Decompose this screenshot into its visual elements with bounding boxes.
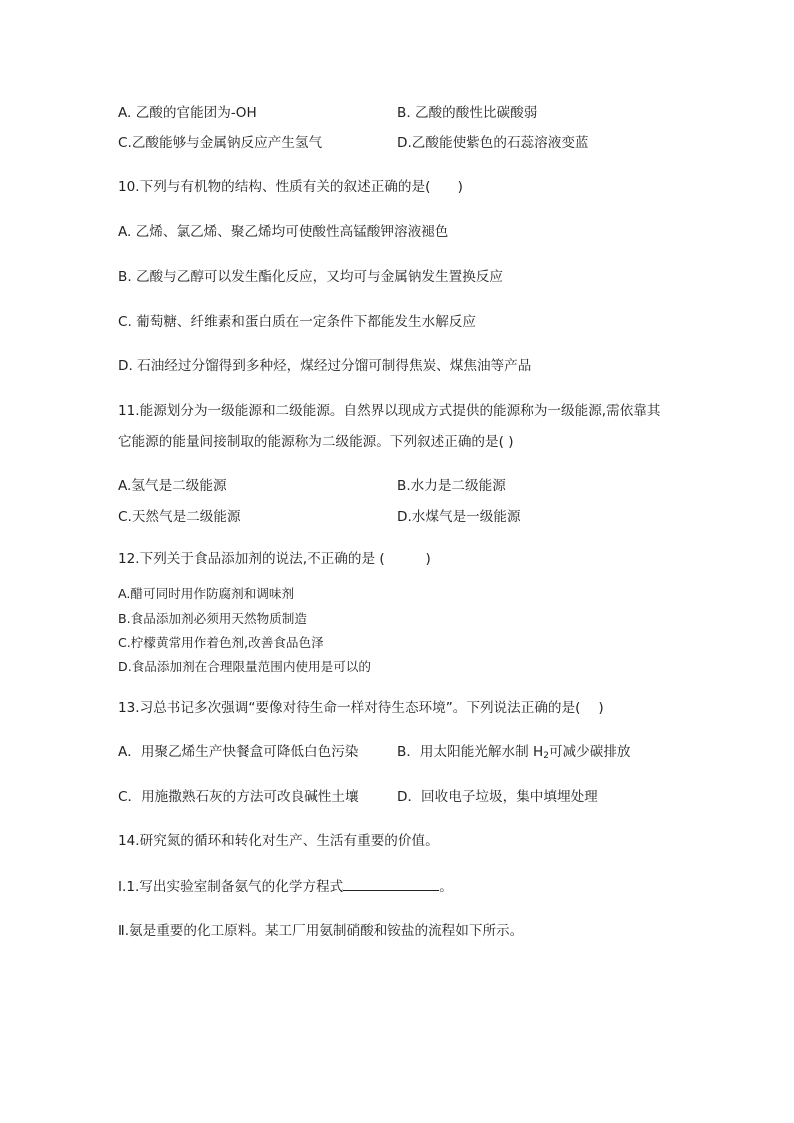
q12-option-b: B.食品添加剂必须用天然物质制造	[118, 611, 307, 626]
q11-option-b: B.水力是二级能源	[397, 478, 506, 494]
q14-stem: 14.研究氮的循环和转化对生产、生活有重要的价值。	[118, 833, 439, 849]
q13-option-b-subscript: 2	[543, 751, 549, 761]
answer-blank[interactable]	[343, 877, 439, 891]
q11-option-a: A.氢气是二级能源	[118, 478, 227, 494]
q11-option-c: C.天然气是二级能源	[118, 509, 241, 525]
q12-option-a: A.醋可同时用作防腐剂和调味剂	[118, 586, 295, 601]
q10-stem: 10.下列与有机物的结构、性质有关的叙述正确的是( )	[118, 179, 463, 195]
q9-option-b: B. 乙酸的酸性比碳酸弱	[397, 105, 538, 121]
q13-stem: 13.习总书记多次强调“要像对待生命一样对待生态环境”。下列说法正确的是( )	[118, 700, 604, 716]
q10-option-d: D. 石油经过分馏得到多种烃，煤经过分馏可制得焦炭、煤焦油等产品	[118, 358, 532, 374]
q10-option-a: A. 乙烯、氯乙烯、聚乙烯均可使酸性高锰酸钾溶液褪色	[118, 224, 449, 240]
q9-option-a: A. 乙酸的官能团为-OH	[118, 105, 257, 121]
q13-option-d: D．回收电子垃圾，集中填埋处理	[397, 789, 598, 805]
q14-part2: Ⅱ.氨是重要的化工原料。某工厂用氨制硝酸和铵盐的流程如下所示。	[118, 923, 524, 939]
q12-option-c: C.柠檬黄常用作着色剂,改善食品色泽	[118, 635, 324, 650]
q11-option-d: D.水煤气是一级能源	[397, 509, 521, 525]
q9-option-c: C.乙酸能够与金属钠反应产生氢气	[118, 135, 323, 151]
q14-part1	[118, 877, 453, 896]
q11-stem-line2: 它能源的能量间接制取的能源称为二级能源。下列叙述正确的是( )	[118, 434, 514, 450]
q12-stem: 12.下列关于食品添加剂的说法,不正确的是 ( )	[118, 551, 431, 567]
q10-option-b: B. 乙酸与乙醇可以发生酯化反应，又均可与金属钠发生置换反应	[118, 269, 503, 285]
q12-option-d: D.食品添加剂在合理限量范围内使用是可以的	[118, 659, 371, 674]
q11-stem-line1: 11.能源划分为一级能源和二级能源。自然界以现成方式提供的能源称为一级能源,需依靠其	[118, 403, 661, 419]
q13-option-c: C．用施撒熟石灰的方法可改良碱性土壤	[118, 789, 359, 805]
q9-option-d: D.乙酸能使紫色的石蕊溶液变蓝	[397, 135, 589, 151]
q13-option-b-text: B．用太阳能光解水制 H	[397, 744, 544, 760]
q13-option-b	[397, 743, 631, 765]
q13-option-b-text-end: 可减少碳排放	[548, 744, 631, 760]
q14-part1-text: I.1.写出实验室制备氨气的化学方程式	[118, 879, 344, 895]
q14-part1-end: 。	[439, 879, 453, 895]
q10-option-c: C. 葡萄糖、纤维素和蛋白质在一定条件下都能发生水解反应	[118, 314, 476, 330]
q13-option-a: A．用聚乙烯生产快餐盒可降低白色污染	[118, 744, 359, 760]
